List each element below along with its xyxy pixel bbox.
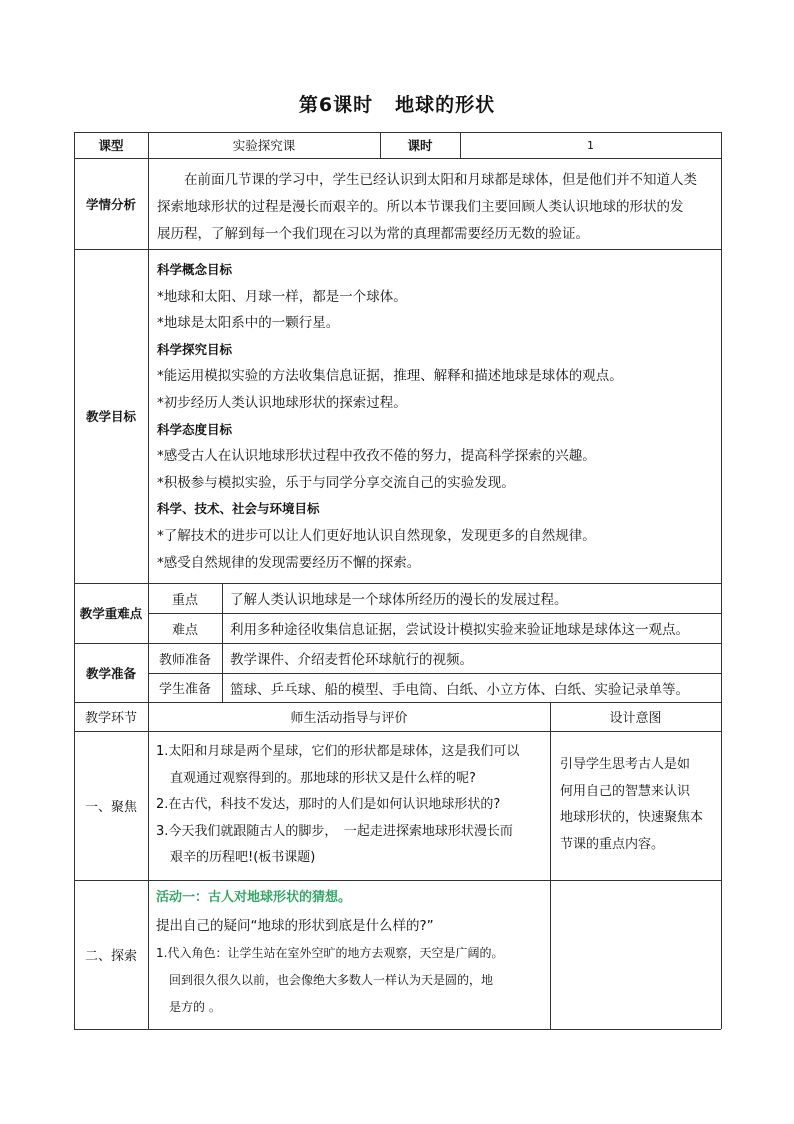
- stage1-line: 2.在古代，科技不发达，那时的人们是如何认识地球形状的?: [156, 797, 501, 812]
- difficult-point-text: 利用多种途径收集信息证据，尝试设计模拟实验来验证地球是球体这一观点。: [230, 622, 689, 638]
- intent-line: 引导学生思考古人是如: [560, 757, 691, 772]
- intent-line: 地球形状的，快速聚焦本: [560, 810, 704, 825]
- goal-item: *地球和太阳、月球一样，都是一个球体。: [157, 288, 407, 305]
- stage2-line: 回到很久很久以前，也会像绝大多数人一样认为天是圆的，地: [169, 973, 494, 987]
- analysis-text: [157, 167, 717, 248]
- goal-heading: 科学、技术、社会与环境目标: [157, 501, 320, 517]
- goals-label: 教学目标: [85, 409, 136, 424]
- activity-title: 活动一：古人对地球形状的猜想。: [156, 890, 352, 905]
- column-stage: 教学环节: [84, 711, 137, 726]
- column-activity: 师生活动指导与评价: [290, 711, 408, 726]
- class-hours-label: 课时: [407, 138, 433, 153]
- student-prep-text: 篮球、乒乓球、船的模型、手电筒、白纸、小立方体、白纸、实验记录单等。: [230, 681, 689, 698]
- student-prep-label: 学生准备: [158, 682, 211, 697]
- goal-item: *积极参与模拟实验，乐于与同学分享交流自己的实验发现。: [157, 474, 515, 491]
- stage2-line: 1.代入角色：让学生站在室外空旷的地方去观察，天空是广阔的。: [156, 946, 504, 960]
- goals-list: [157, 257, 717, 576]
- teacher-prep-text: 教学课件、介绍麦哲伦环球航行的视频。: [230, 652, 473, 668]
- class-hours-value: 1: [587, 138, 594, 152]
- goal-item: *了解技术的进步可以让人们更好地认识自然现象，发现更多的自然规律。: [157, 527, 596, 544]
- stage2-label: 二、探索: [84, 949, 137, 964]
- goal-item: *感受自然规律的发现需要经历不懈的探索。: [157, 554, 421, 571]
- stage1-line: 1.太阳和月球是两个星球，它们的形状都是球体，这是我们可以: [156, 744, 520, 759]
- prep-label: 教学准备: [85, 665, 136, 681]
- key-point-text: 了解人类认识地球是一个球体所经历的漫长的发展过程。: [230, 592, 568, 608]
- stage1-intent: [560, 752, 718, 858]
- stage1-label: 一、聚焦: [84, 800, 137, 815]
- goal-item: *地球是太阳系中的一颗行星。: [157, 315, 340, 332]
- goal-heading: 科学概念目标: [157, 262, 233, 277]
- stage1-activity: [156, 739, 548, 872]
- teacher-prep-label: 教师准备: [158, 652, 211, 668]
- title-topic: 地球的形状: [395, 94, 496, 116]
- goal-item: *初步经历人类认识地球形状的探索过程。: [157, 394, 407, 411]
- analysis-line: 展历程，了解到每一个我们现在习以为常的真理都需要经历无数的验证。: [157, 226, 589, 242]
- goal-heading: 科学态度目标: [157, 421, 233, 437]
- goal-item: *感受古人在认识地球形状过程中孜孜不倦的努力，提高科学探索的兴趣。: [157, 448, 596, 465]
- stage1-line: 直观通过观察得到的。那地球的形状又是什么样的呢?: [170, 770, 476, 786]
- stage1-line: 艰辛的历程吧!(板书课题): [170, 850, 316, 865]
- stage2-line: 是方的 。: [169, 1000, 221, 1014]
- difficult-point-label: 难点: [171, 622, 198, 638]
- column-intent: 设计意图: [609, 711, 662, 726]
- intent-line: 节课的重点内容。: [560, 836, 665, 852]
- course-type-label: 课型: [98, 138, 124, 153]
- title-lesson: 第6课时: [298, 94, 374, 116]
- course-type-value: 实验探究课: [232, 138, 296, 153]
- stage1-line: 3.今天我们就跟随古人的脚步， 一起走进探索地球形状漫长而: [156, 823, 513, 839]
- keypoints-label: 教学重难点: [79, 606, 143, 621]
- analysis-label: 学情分析: [85, 196, 136, 212]
- activity-question: 提出自己的疑问“地球的形状到底是什么样的?”: [156, 918, 434, 934]
- goal-heading: 科学探究目标: [157, 341, 233, 357]
- stage2-activity: [156, 884, 548, 1021]
- analysis-line: 在前面几节课的学习中，学生已经认识到太阳和月球都是球体，但是他们并不知道人类: [184, 172, 697, 188]
- key-point-label: 重点: [171, 592, 198, 608]
- intent-line: 何用自己的智慧来认识: [560, 783, 691, 799]
- analysis-line: 探索地球形状的过程是漫长而艰辛的。所以本节课我们主要回顾人类认识地球的形状的发: [157, 199, 684, 215]
- page-title: [0, 90, 794, 117]
- goal-item: *能运用模拟实验的方法收集信息证据，推理、解释和描述地球是球体的观点。: [157, 368, 623, 385]
